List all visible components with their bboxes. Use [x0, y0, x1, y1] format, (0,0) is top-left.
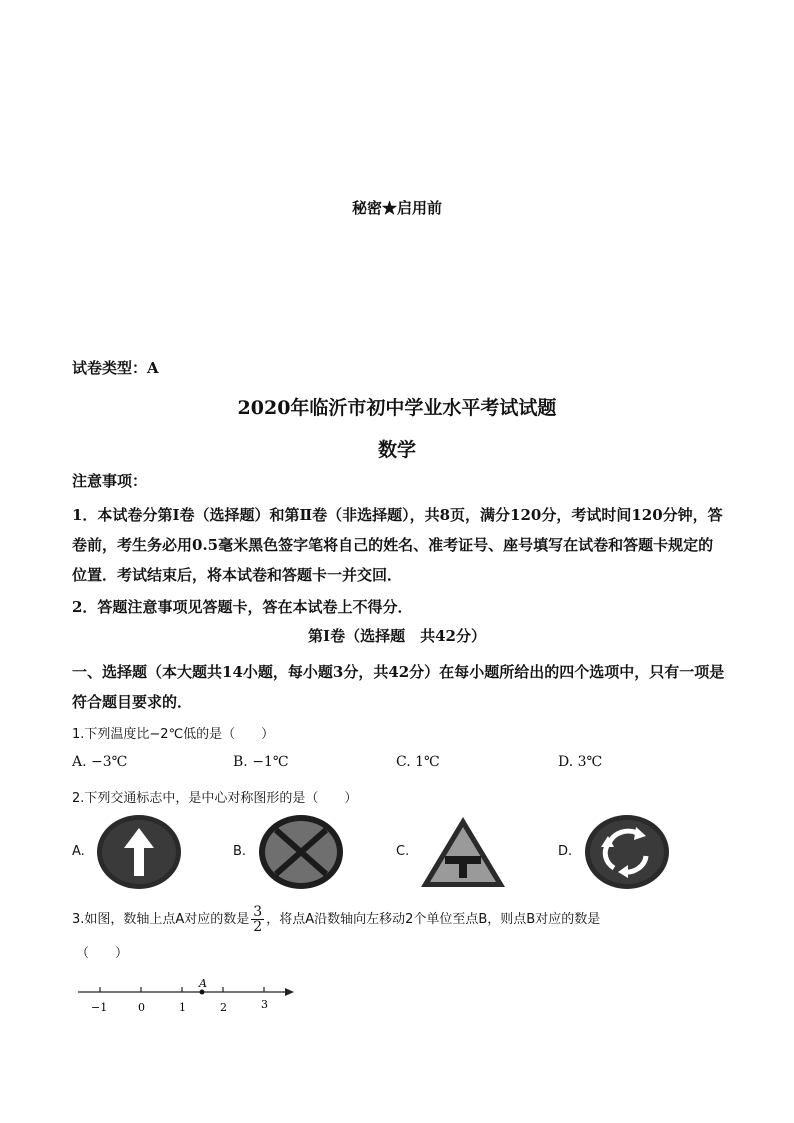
roundabout-sign-icon	[584, 814, 670, 890]
point-a-marker	[200, 990, 205, 995]
tick-label: −1	[91, 1001, 108, 1014]
tick-label: 2	[220, 1001, 227, 1014]
notice-item-1: 1．本试卷分第Ⅰ卷（选择题）和第Ⅱ卷（非选择题），共8页，满分120分，考试时间120分钟，答卷前，考生务必用0.5毫米黑色签字笔将自己的姓名、准考证号、座号填写在试卷和答题卡规定的位置．考试结束后，将本试卷和答题卡一并交回．	[72, 506, 723, 584]
question-1-option-b: B. −1℃	[233, 754, 289, 770]
question-1-option-c: C. 1℃	[396, 754, 440, 770]
number-line-diagram	[70, 975, 302, 1020]
question-3-text-before: 3.如图，数轴上点A对应的数是	[72, 912, 250, 927]
question-1-option-d: D. 3℃	[558, 754, 603, 770]
confidential-mark: 秘密★启用前	[351, 199, 442, 217]
tick-label: 1	[179, 1001, 186, 1014]
question-3-text-after: ，将点A沿数轴向左移动2个单位至点B，则点B对应的数是	[266, 912, 601, 927]
tick-label: 0	[138, 1001, 145, 1014]
paper-type: 试卷类型：A	[72, 359, 159, 377]
question-2-text: 2.下列交通标志中，是中心对称图形的是（ ）	[72, 791, 358, 806]
notice-heading: 注意事项：	[72, 472, 148, 490]
point-a-label: A	[199, 977, 207, 990]
question-3-paren: （ ）	[76, 946, 129, 961]
fraction-numerator: 3	[253, 904, 263, 920]
question-2-option-b-label: B.	[233, 844, 247, 859]
question-1-option-a: A. −3℃	[72, 754, 128, 770]
number-line-arrow-icon	[285, 988, 294, 996]
fraction-three-halves	[251, 905, 264, 934]
tick-label: 3	[261, 998, 268, 1011]
question-3-text	[72, 905, 600, 934]
subject-title: 数学	[377, 439, 416, 461]
no-stopping-sign-icon	[258, 814, 344, 890]
part-one-heading: 第Ⅰ卷（选择题 共42分）	[308, 627, 486, 645]
arrow-up-sign-icon	[96, 814, 182, 890]
t-junction-warning-sign-icon	[418, 814, 508, 890]
notice-item-2: 2．答题注意事项见答题卡，答在本试卷上不得分．	[72, 598, 413, 616]
fraction-denominator: 2	[253, 919, 263, 935]
question-2-option-d-label: D.	[558, 844, 573, 859]
exam-title: 2020年临沂市初中学业水平考试试题	[237, 397, 557, 419]
part-one-instruction: 一、选择题（本大题共14小题，每小题3分，共42分）在每小题所给出的四个选项中，只有一项是符合题目要求的．	[72, 663, 725, 711]
question-2-option-c-label: C.	[396, 844, 410, 859]
question-1-text: 1.下列温度比−2℃低的是（ ）	[72, 727, 275, 742]
question-2-option-a-label: A.	[72, 844, 85, 859]
